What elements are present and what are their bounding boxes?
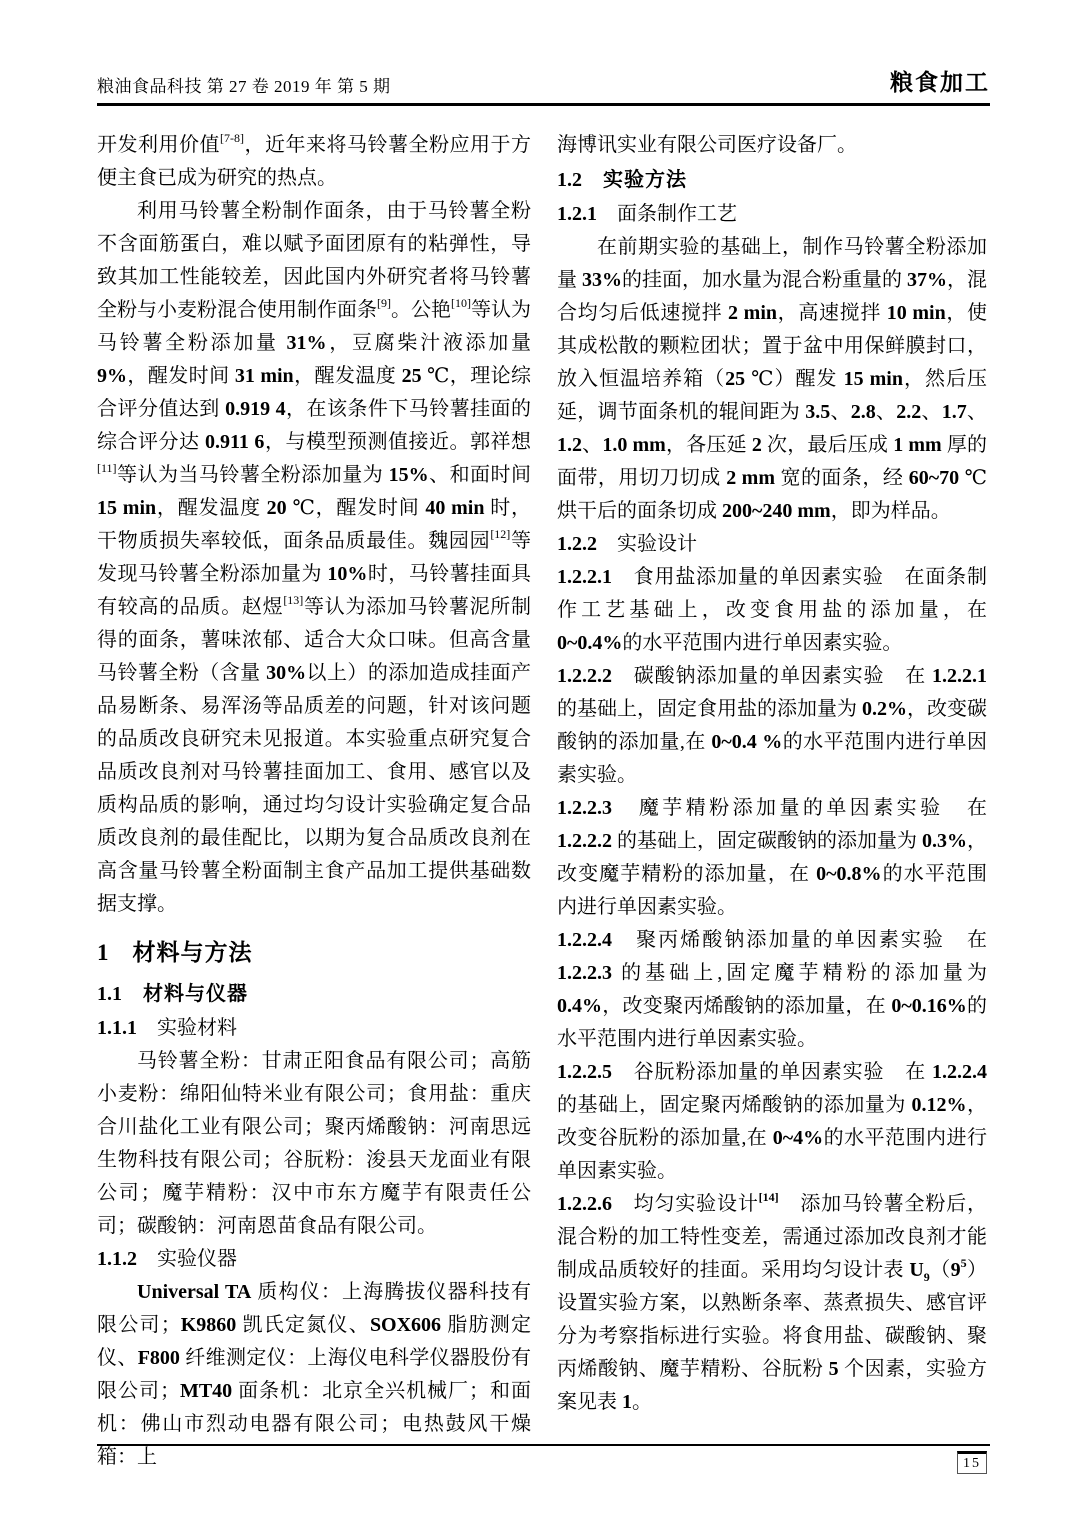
- two-column-body: [97, 129, 990, 1474]
- section-heading-1: 1 材料与方法: [97, 939, 253, 965]
- footer-rule: [97, 1444, 990, 1446]
- section-label: 粮食加工: [890, 69, 990, 95]
- subsection-heading-1-1-1: 1.1.1 实验材料: [97, 1017, 237, 1039]
- paragraph-1-2-2-4: 1.2.2.4 聚丙烯酸钠添加量的单因素实验 在 1.2.2.3 的基础上,固定魔芋精粉的添加量为 0.4%，改变聚丙烯酸钠的添加量，在 0~0.16%的水平范围内进行单因素实验。: [557, 929, 988, 1050]
- subsection-heading-1-1: 1.1 材料与仪器: [97, 983, 248, 1005]
- right-column: [557, 129, 987, 1474]
- paragraph-1-2-2-5: 1.2.2.5 谷朊粉添加量的单因素实验 在 1.2.2.4 的基础上，固定聚丙烯酸钠的添加量为 0.12%，改变谷朊粉的添加量,在 0~4%的水平范围内进行单因素实验。: [557, 1061, 988, 1182]
- paragraph-literature-review: 利用马铃薯全粉制作面条，由于马铃薯全粉不含面筋蛋白，难以赋予面团原有的粘弹性，导致其加工性能较差，因此国内外研究者将马铃薯全粉与小麦粉混合使用制作面条[9]。公艳[10]等认为马铃薯全粉添加量 31%，豆腐柴汁液添加量9%，醒发时间 31 min，醒发温度 25 ℃，理论综合评分值达到 0.919 4，在该条件下马铃薯挂面的综合评分达 0.911 6，与模型预测值接近。郭祥想[11]等认为当马铃薯全粉添加量为 15%、和面时间 15 min，醒发温度 20 ℃，醒发时间 40 min 时，干物质损失率较低，面条品质最佳。魏园园[12]等发现马铃薯全粉添加量为 10%时，马铃薯挂面具有较高的品质。赵煜[13]等认为添加马铃薯泥所制得的面条，薯味浓郁、适合大众口味。但高含量马铃薯全粉（含量 30%以上）的添加造成挂面产品易断条、易浑汤等品质差的问题，针对该问题的品质改良研究未见报道。本实验重点研究复合品质改良剂对马铃薯挂面加工、食用、感官以及质构品质的影响，通过均匀设计实验确定复合品质改良剂的最佳配比，以期为复合品质改良剂在高含量马铃薯全粉面制主食产品加工提供基础数据支撑。: [97, 200, 532, 915]
- paragraph-1-2-2-3: 1.2.2.3 魔芋精粉添加量的单因素实验 在 1.2.2.2 的基础上，固定碳酸钠的添加量为 0.3%，改变魔芋精粉的添加量，在 0~0.8%的水平范围内进行单因素实验。: [557, 797, 988, 918]
- subsection-heading-1-2-1: 1.2.1 面条制作工艺: [557, 203, 737, 225]
- paragraph-1-2-2-2: 1.2.2.2 碳酸钠添加量的单因素实验 在 1.2.2.1 的基础上，固定食用盐的添加量为 0.2%，改变碳酸钠的添加量,在 0~0.4 %的水平范围内进行单因素实验。: [557, 665, 988, 786]
- paragraph-noodle-process: 在前期实验的基础上，制作马铃薯全粉添加量 33%的挂面，加水量为混合粉重量的 37%，混合均匀后低速搅拌 2 min，高速搅拌 10 min，使其成松散的颗粒团状；置于盆中用保鲜膜封口，放入恒温培养箱（25 ℃）醒发 15 min，然后压延，调节面条机的辊间距为 3.5、2.8、2.2、1.7、1.2、1.0 mm，各压延 2 次，最后压成 1 mm 厚的面带，用切刀切成 2 mm 宽的面条，经 60~70 ℃烘干后的面条切成 200~240 mm，即为样品。: [557, 236, 988, 522]
- subsection-heading-1-2: 1.2 实验方法: [557, 169, 687, 191]
- page-header: [97, 64, 990, 103]
- subsection-heading-1-1-2: 1.1.2 实验仪器: [97, 1248, 237, 1270]
- paragraph-instruments: Universal TA 质构仪：上海腾拔仪器科技有限公司；K9860 凯氏定氮仪、SOX606 脂肪测定仪、F800 纤维测定仪：上海仪电科学仪器股份有限公司；MT40 面条机：北京全兴机械厂；和面机：佛山市烈动电器有限公司；电热鼓风干燥箱：上: [97, 1281, 532, 1468]
- paragraph-intro-continued: 开发利用价值[7-8]，近年来将马铃薯全粉应用于方便主食已成为研究的热点。: [97, 131, 531, 189]
- journal-info: 粮油食品科技 第 27 卷 2019 年 第 5 期: [97, 77, 391, 96]
- left-column: [97, 129, 531, 1474]
- paragraph-1-2-2-1: 1.2.2.1 食用盐添加量的单因素实验 在面条制作工艺基础上，改变食用盐的添加量，在 0~0.4%的水平范围内进行单因素实验。: [557, 566, 988, 654]
- subsection-heading-1-2-2: 1.2.2 实验设计: [557, 533, 697, 555]
- paragraph-instruments-continued: 海博讯实业有限公司医疗设备厂。: [557, 134, 857, 156]
- page-number: 15: [957, 1451, 987, 1474]
- paragraph-1-2-2-6: 1.2.2.6 均匀实验设计[14] 添加马铃薯全粉后，混合粉的加工特性变差，需通过添加改良剂才能制成品质较好的挂面。采用均匀设计表 $U_9(9^5)$设置实验方案，以熟断条率、蒸煮损失、感官评分为考察指标进行实验。将食用盐、碳酸钠、聚丙烯酸钠、魔芋精粉、谷朊粉 5 个因素，实验方案见表 1。: [557, 1190, 988, 1413]
- header-rule: [97, 103, 990, 106]
- paper-page: [97, 64, 990, 1474]
- paragraph-materials: 马铃薯全粉：甘肃正阳食品有限公司；高筋小麦粉：绵阳仙特米业有限公司；食用盐：重庆合川盐化工业有限公司；聚丙烯酸钠：河南思远生物科技有限公司；谷朊粉：浚县天龙面业有限公司；魔芋精粉：汉中市东方魔芋有限责任公司；碳酸钠：河南恩苗食品有限公司。: [97, 1050, 531, 1237]
